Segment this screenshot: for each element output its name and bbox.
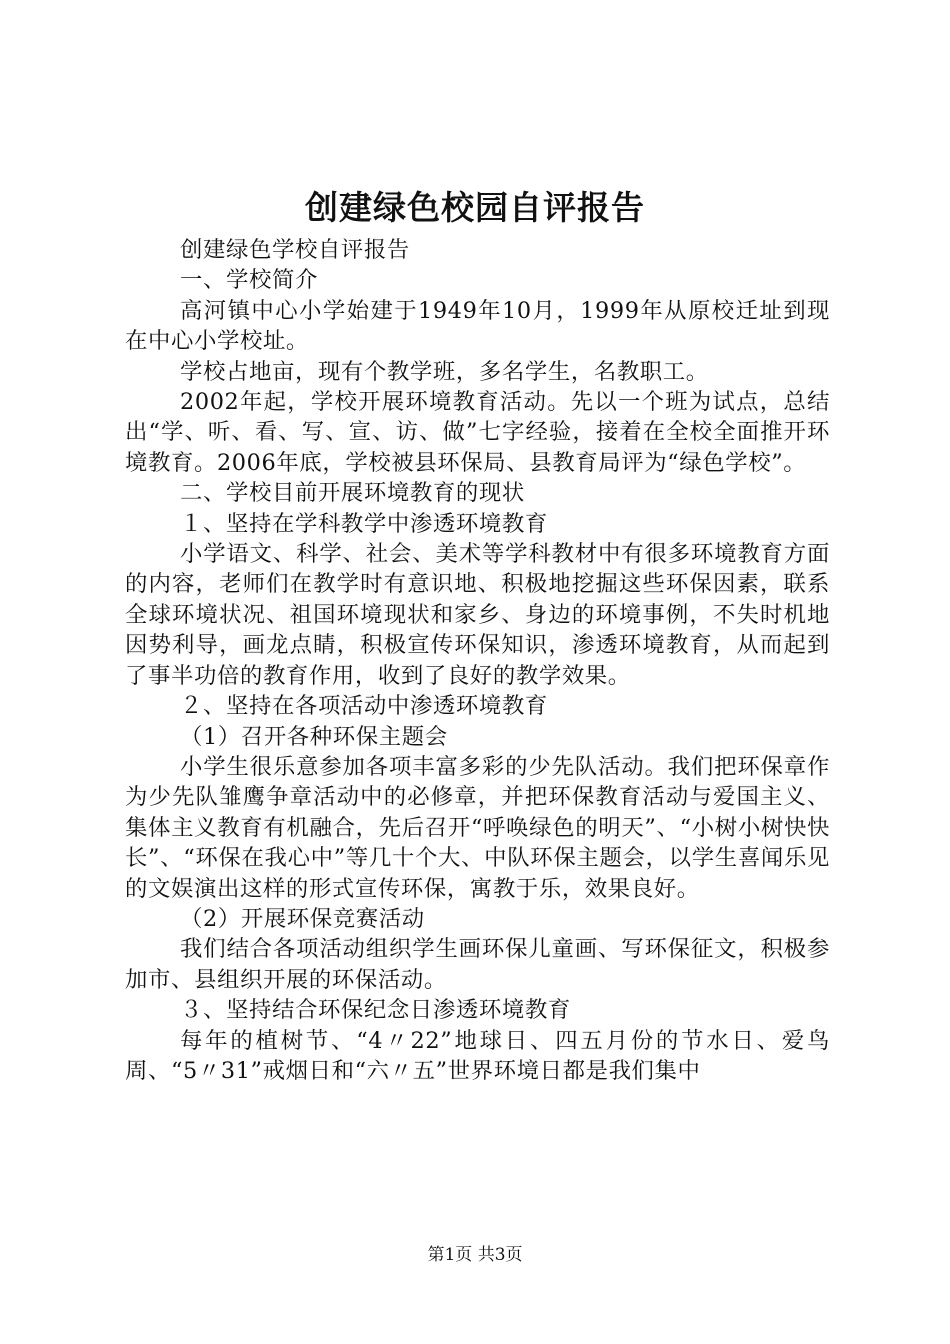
paragraph: 2002年起，学校开展环境教育活动。先以一个班为试点，总结出“学、听、看、写、宣、访、做”七字经验，接着在全校全面推开环境教育。2006年底，学校被县环保局、县教育局评为“绿色学校”。: [125, 389, 830, 476]
subsection-heading-1: １、坚持在学科教学中渗透环境教育: [180, 510, 548, 537]
paragraph: 每年的植树节、“4〃22”地球日、四五月份的节水日、爱鸟周、“5〃31”戒烟日和“六〃五”世界环境日都是我们集中: [125, 1027, 830, 1084]
paragraph: 高河镇中心小学始建于1949年10月，1999年从原校迁址到现在中心小学校址。: [125, 297, 830, 355]
paragraph: 小学生很乐意参加各项丰富多彩的少先队活动。我们把环保章作为少先队雏鹰争章活动中的必修章，并把环保教育活动与爱国主义、集体主义教育有机融合，先后召开“呼唤绿色的明天”、“小树小树快快长”、“环保在我心中”等几十个大、中队环保主题会，以学生喜闻乐见的文娱演出这样的形式宣传环保，寓教于乐，效果良好。: [125, 753, 830, 902]
paragraph: 小学语文、科学、社会、美术等学科教材中有很多环境教育方面的内容，老师们在教学时有意识地、积极地挖掘这些环保因素，联系全球环境状况、祖国环境现状和家乡、身边的环境事例，不失时机地因势利导，画龙点睛，积极宣传环保知识，渗透环境教育，从而起到了事半功倍的教育作用，收到了良好的教学效果。: [125, 541, 830, 689]
subsection-heading-3: ３、坚持结合环保纪念日渗透环境教育: [180, 997, 571, 1024]
paragraph: 学校占地亩，现有个教学班，多名学生，名教职工。: [180, 358, 709, 385]
section-heading-1: 一、学校简介: [180, 267, 318, 294]
item-heading-2: （2）开展环保竞赛活动: [180, 905, 425, 932]
paragraph: 我们结合各项活动组织学生画环保儿童画、写环保征文，积极参加市、县组织开展的环保活动。: [125, 936, 830, 993]
paragraph-subtitle: 创建绿色学校自评报告: [180, 237, 410, 263]
section-heading-2: 二、学校目前开展环境教育的现状: [180, 480, 525, 507]
item-heading-1: （1）召开各种环保主题会: [180, 723, 448, 750]
document-title: 创建绿色校园自评报告: [305, 188, 645, 227]
subsection-heading-2: ２、坚持在各项活动中渗透环境教育: [180, 693, 548, 720]
page-footer: 第1页 共3页: [427, 1245, 523, 1265]
document-body: [125, 235, 830, 1086]
